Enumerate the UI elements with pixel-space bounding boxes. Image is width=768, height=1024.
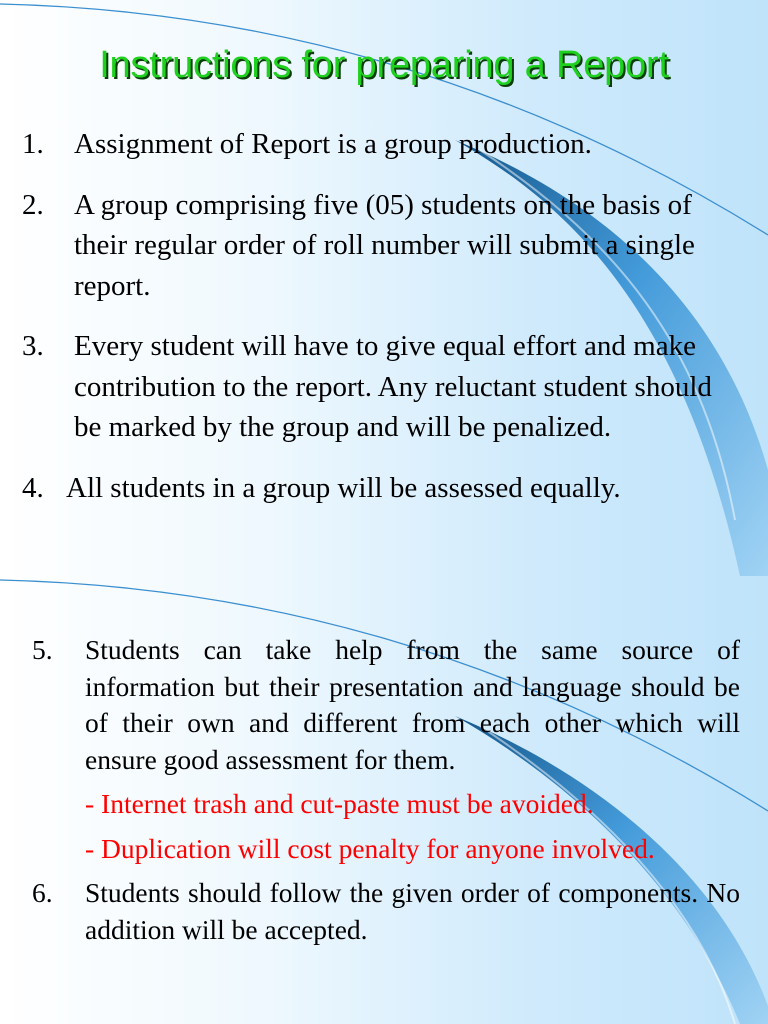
item-text: Assignment of Report is a group production. (74, 128, 592, 160)
page-title: Instructions for preparing a Report (99, 44, 669, 86)
warning-note: - Duplication will cost penalty for anyone involved. (85, 832, 655, 864)
item-text: Every student will have to give equal effort and make contribution to the report. Any reluctant student should be marked by the group and will be penalized. (74, 330, 712, 443)
list-item (32, 875, 740, 948)
list-item (32, 632, 740, 867)
item-number: 1. (22, 128, 44, 160)
item-text: Students can take help from the same source of information but their presentation and language should be of their own and different from each other which will ensure good assessment for them. (85, 634, 740, 775)
list-item (22, 326, 742, 448)
list-item (22, 468, 742, 509)
item-number: 4. (22, 471, 44, 504)
warning-note: - Internet trash and cut-paste must be avoided. (85, 788, 594, 819)
item-text: Students should follow the given order of components. No addition will be accepted. (85, 877, 740, 945)
item-text: All students in a group will be assessed equally. (66, 471, 621, 504)
instructions-list-2 (32, 632, 740, 948)
item-number: 3. (22, 330, 44, 362)
instructions-list-1 (22, 124, 742, 528)
item-number: 5. (32, 634, 53, 665)
list-item (22, 185, 742, 307)
item-text: A group comprising five (05) students on the basis of their regular order of roll number will submit a single report. (74, 188, 695, 302)
slide-2 (0, 576, 768, 1024)
item-number: 2. (22, 188, 44, 221)
item-number: 6. (32, 877, 53, 908)
list-item (22, 124, 742, 165)
